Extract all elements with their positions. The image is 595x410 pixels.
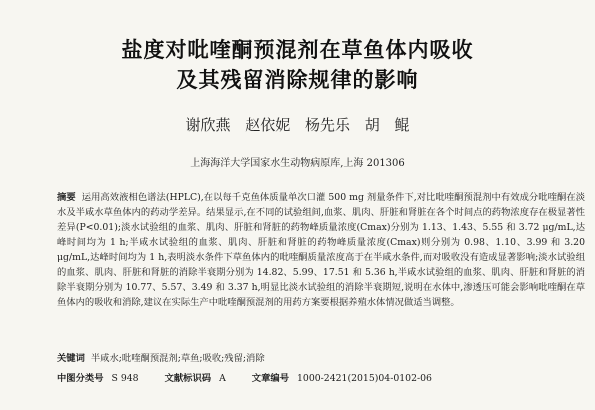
keywords-label: 关键词 xyxy=(57,353,85,364)
abstract-block xyxy=(57,190,585,310)
article-number-value: 1000-2421(2015)04-0102-06 xyxy=(297,373,432,384)
doc-code-value: A xyxy=(219,373,226,384)
doc-code-label: 文献标识码 xyxy=(164,373,212,384)
abstract-label: 摘要 xyxy=(57,192,76,203)
author-list: 谢欣燕 赵依妮 杨先乐 胡 鲲 xyxy=(185,116,410,134)
abstract-text: 运用高效液相色谱法(HPLC),在以每千克鱼体质量单次口灌 500 mg 剂量条件下,对比吡喹酮预混剂中有效成分吡喹酮在淡水及半咸水草鱼体内的药动学差异。结果显示,在不同的试验组间,血浆、肌肉、肝脏和肾脏在各个时间点的药物浓度存在极显著性差异(P<0.01);淡水试验组的血浆、肌肉、肝脏和肾脏的药物峰质量浓度(Cmax)分别为 1.13、1.43、5.55 和 3.72 μg/mL,达峰时间均为 1 h;半咸水试验组的血浆、肌肉、肝脏和肾脏的药物峰质量浓度(Cmax)则分别为 0.98、1.10、3.99 和 3.20 μg/mL,达峰时间均为 1 h,表明淡水条件下草鱼体内的吡喹酮质量浓度高于在半咸水条件,而对吸收没有造成显著影响;淡水试验组的血浆、肌肉、肝脏和肾脏的消除半衰期分别为 14.82、5.99、17.51 和 5.36 h,半咸水试验组的血浆、肌肉、肝脏和肾脏的消除半衰期分别为 10.77、5.57、3.49 和 3.37 h,明显比淡水试验组的消除半衰期短,说明在水体中,渗透压可能会影响吡喹酮在草鱼体内的吸收和消除,建议在实际生产中吡喹酮预混剂的用药方案要根据养殖水体情况做适当调整。 xyxy=(57,192,585,308)
paper-title-line-2: 及其残留消除规律的影响 xyxy=(176,68,419,92)
article-number-label: 文章编号 xyxy=(251,373,289,384)
classification-line xyxy=(57,372,585,386)
keywords-block xyxy=(57,352,585,366)
keywords-text: 半咸水;吡喹酮预混剂;草鱼;吸收;残留;消除 xyxy=(90,353,265,364)
paper-title-line-1: 盐度对吡喹酮预混剂在草鱼体内吸收 xyxy=(121,38,474,62)
affiliation: 上海海洋大学国家水生动物病原库,上海 201306 xyxy=(190,158,405,169)
class-number-value: S 948 xyxy=(111,373,139,384)
class-number-label: 中图分类号 xyxy=(57,373,104,384)
